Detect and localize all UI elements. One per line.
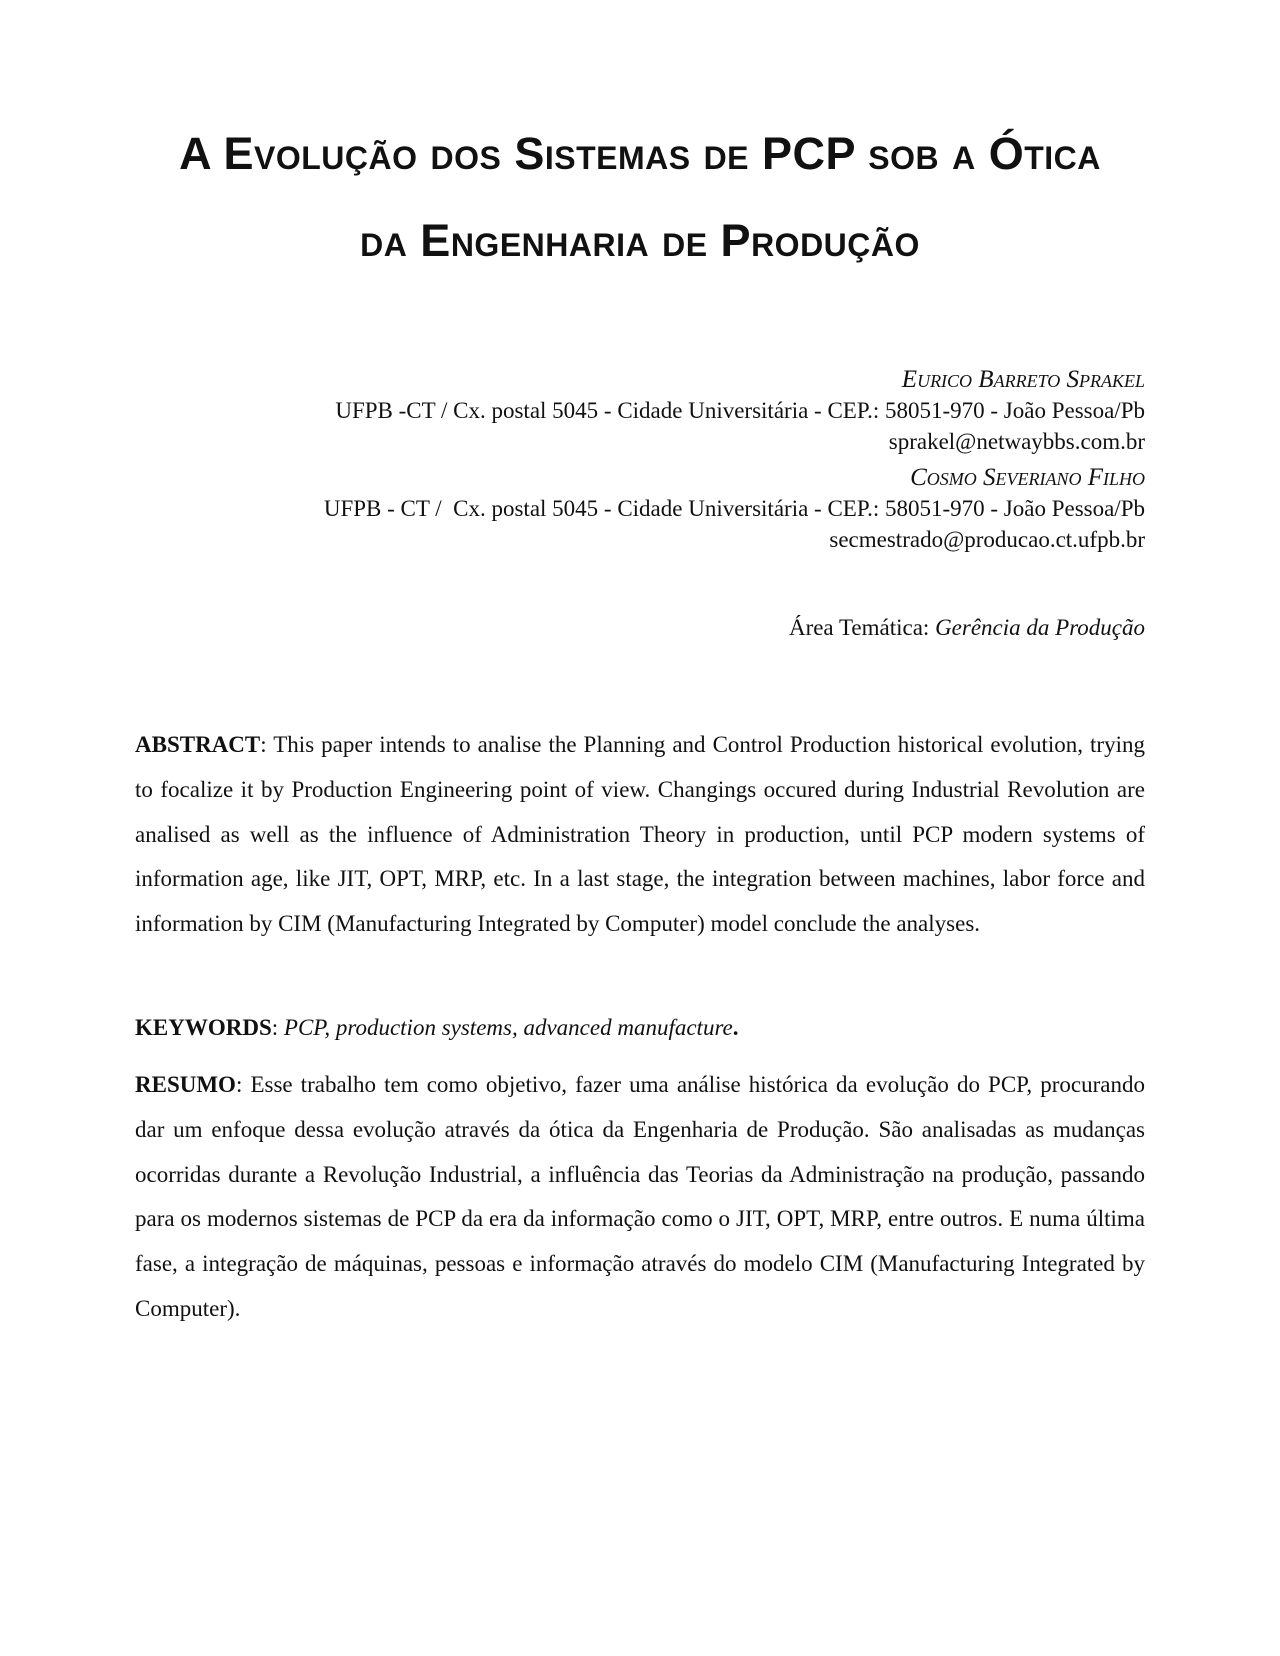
paper-title-line-1: A Evolução dos Sistemas de PCP sob a Ótica: [179, 128, 1101, 179]
keywords-separator: :: [271, 1015, 284, 1040]
resumo-separator: :: [235, 1072, 251, 1097]
resumo-label: RESUMO: [135, 1072, 236, 1097]
author-email: sprakel@netwaybbs.com.br: [888, 429, 1145, 454]
author-affiliation: UFPB -CT / Cx. postal 5045 - Cidade Universitária - CEP.: 58051-970 - João Pessoa/Pb: [335, 398, 1145, 423]
author-email: secmestrado@producao.ct.ufpb.br: [829, 527, 1145, 552]
abstract-text: This paper intends to analise the Planning and Control Production historical evolution, trying to focalize it by Production Engineering point of view. Changings occured during Industrial Revolution are analised as well as the influence of Administration Theory in production, until PCP modern systems of information age, like JIT, OPT, MRP, etc. In a last stage, the integration between machines, labor force and information by CIM (Manufacturing Integrated by Computer) model conclude the analyses.: [135, 732, 1145, 937]
keywords-label: KEYWORDS: [135, 1015, 272, 1040]
keywords-end: .: [732, 1015, 739, 1040]
author-name: Eurico Barreto Sprakel: [901, 366, 1145, 393]
abstract-paragraph: [135, 723, 1145, 947]
resumo-text: Esse trabalho tem como objetivo, fazer uma análise histórica da evolução do PCP, procurando dar um enfoque dessa evolução através da ótica da Engenharia de Produção. São analisadas as mudanças ocorridas durante a Revolução Industrial, a influência das Teorias da Administração na produção, passando para os modernos sistemas de PCP da era da informação como o JIT, OPT, MRP, entre outros. E numa última fase, a integração de máquinas, pessoas e informação através do modelo CIM (Manufacturing Integrated by Computer).: [135, 1072, 1145, 1321]
author-affiliation: UFPB - CT / Cx. postal 5045 - Cidade Universitária - CEP.: 58051-970 - João Pessoa/Pb: [323, 496, 1145, 521]
keywords-paragraph: [135, 1006, 1145, 1051]
thematic-area-label: Área Temática:: [788, 615, 936, 640]
author-block-2: [324, 462, 1145, 555]
paper-title-line-2: da Engenharia de Produção: [360, 215, 920, 266]
keywords-value: PCP, production systems, advanced manufacture: [283, 1015, 733, 1040]
thematic-area: [789, 612, 1145, 643]
resumo-paragraph: [135, 1063, 1145, 1332]
author-block-1: [335, 364, 1145, 457]
thematic-area-value: Gerência da Produção: [935, 615, 1145, 640]
author-name: Cosmo Severiano Filho: [910, 464, 1145, 491]
abstract-label: ABSTRACT: [135, 732, 261, 757]
abstract-separator: :: [260, 732, 274, 757]
